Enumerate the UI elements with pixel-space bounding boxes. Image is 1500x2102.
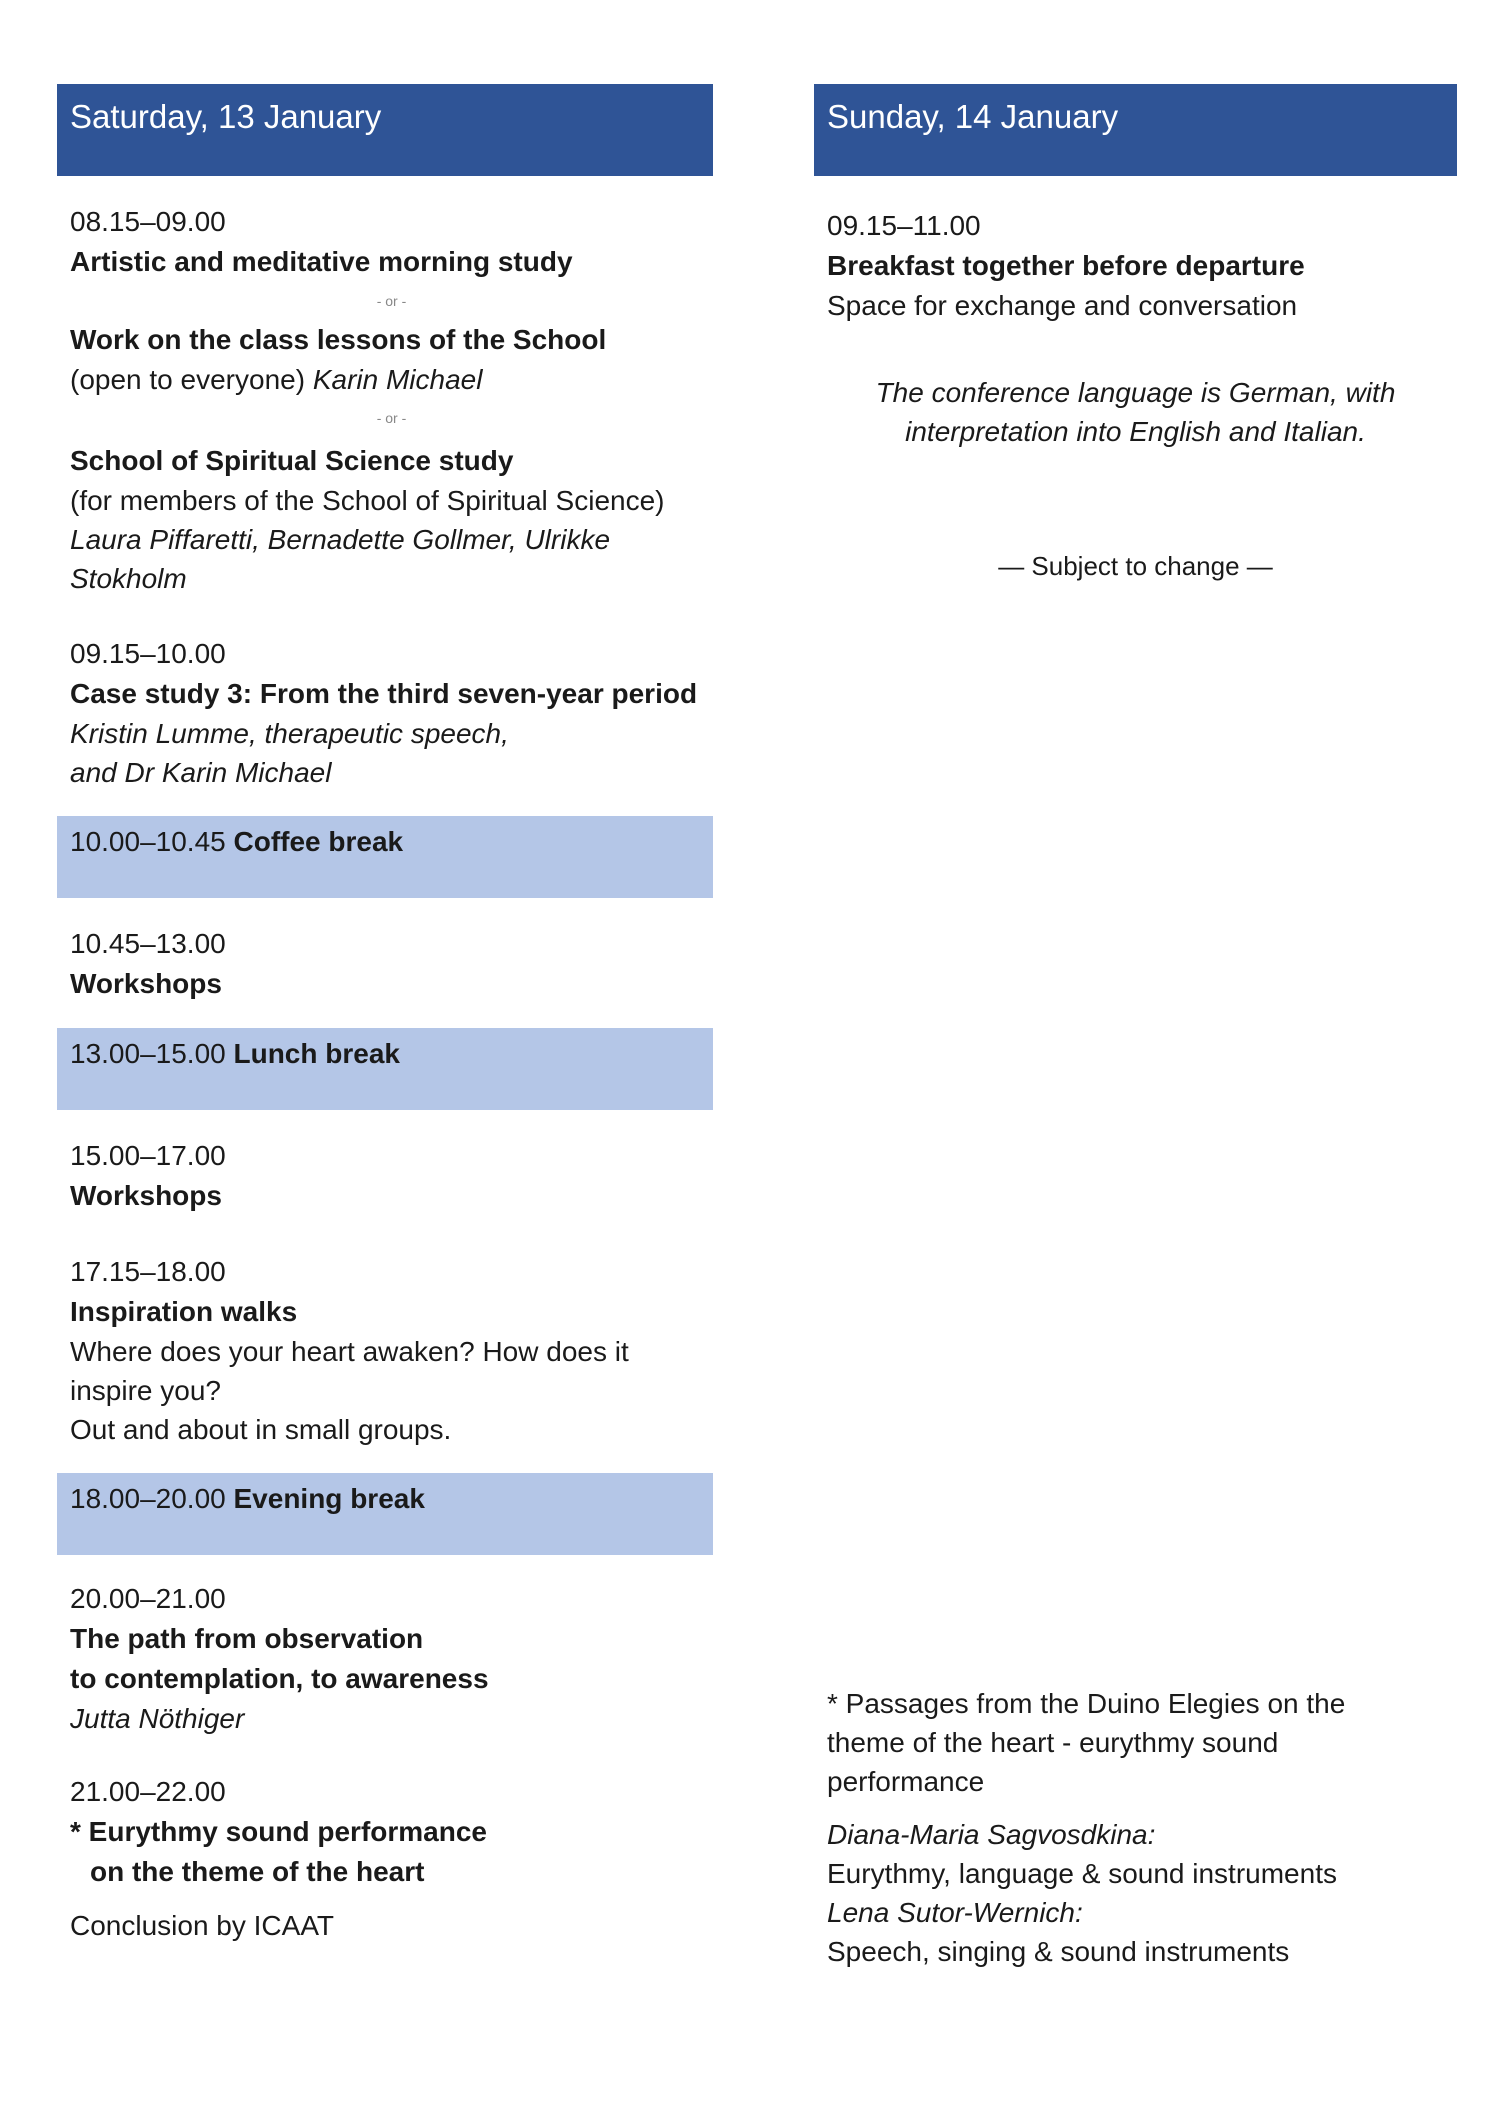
language-line: The conference language is German, with (875, 377, 1396, 408)
language-line: interpretation into English and Italian. (905, 416, 1366, 447)
performer-role: Eurythmy, language & sound instruments (827, 1858, 1337, 1889)
saturday-column (57, 84, 713, 1945)
session-time: 10.45–13.00 (70, 928, 226, 959)
lunch-break (57, 1028, 713, 1110)
session-desc: Out and about in small groups. (70, 1414, 452, 1445)
session-title: * Eurythmy sound performance (70, 1816, 487, 1847)
break-time: 10.00–10.45 (70, 826, 226, 857)
footnote (814, 1684, 1470, 1971)
session-time: 08.15–09.00 (70, 206, 226, 237)
saturday-header: Saturday, 13 January (57, 84, 713, 176)
break-label: Lunch break (233, 1038, 400, 1069)
session-person: Jutta Nöthiger (70, 1703, 245, 1734)
break-label: Evening break (233, 1483, 425, 1514)
footnote-line: theme of the heart - eurythmy sound (827, 1727, 1279, 1758)
evening-break (57, 1473, 713, 1555)
session-time: 09.15–10.00 (70, 638, 226, 669)
session-note-text: (open to everyone) (70, 364, 306, 395)
or-separator: - or - (376, 410, 407, 426)
sunday-column (814, 84, 1457, 1967)
session-desc: inspire you? (70, 1375, 221, 1406)
or-separator: - or - (376, 293, 407, 309)
case-study-session (57, 634, 713, 792)
session-people: Stokholm (70, 563, 187, 594)
session-person: Karin Michael (312, 364, 483, 395)
session-desc: Space for exchange and conversation (827, 290, 1298, 321)
break-time: 13.00–15.00 (70, 1038, 226, 1069)
session-title: The path from observation (70, 1623, 424, 1654)
morning-session (57, 202, 713, 598)
footnote-line: performance (827, 1766, 985, 1797)
session-title: Breakfast together before departure (827, 250, 1305, 281)
language-note (814, 373, 1457, 451)
session-people: Laura Piffaretti, Bernadette Gollmer, Ulrikke (70, 524, 611, 555)
session-people: and Dr Karin Michael (70, 757, 332, 788)
performer-role: Speech, singing & sound instruments (827, 1936, 1290, 1967)
subject-to-change: — Subject to change — (998, 551, 1273, 581)
coffee-break (57, 816, 713, 898)
break-label: Coffee break (233, 826, 404, 857)
performer-name: Lena Sutor-Wernich: (827, 1897, 1083, 1928)
session-time: 17.15–18.00 (70, 1256, 226, 1287)
session-title: Case study 3: From the third seven-year period (70, 678, 698, 709)
workshops-session (57, 1136, 713, 1216)
conclusion-text: Conclusion by ICAAT (70, 1910, 335, 1941)
session-title: Workshops (70, 968, 222, 999)
break-time: 18.00–20.00 (70, 1483, 226, 1514)
path-session (57, 1579, 713, 1738)
session-people: Kristin Lumme, therapeutic speech, (70, 718, 509, 749)
breakfast-session (814, 206, 1457, 325)
session-time: 20.00–21.00 (70, 1583, 226, 1614)
eurythmy-session (57, 1772, 713, 1945)
session-title: Workshops (70, 1180, 222, 1211)
performer-name: Diana-Maria Sagvosdkina: (827, 1819, 1156, 1850)
session-title: Artistic and meditative morning study (70, 246, 573, 277)
sunday-header: Sunday, 14 January (814, 84, 1457, 176)
session-title: on the theme of the heart (90, 1856, 425, 1887)
footnote-line: * Passages from the Duino Elegies on the (827, 1688, 1346, 1719)
session-time: 15.00–17.00 (70, 1140, 226, 1171)
session-time: 09.15–11.00 (827, 210, 981, 241)
session-note (70, 360, 713, 399)
session-time: 21.00–22.00 (70, 1776, 226, 1807)
workshops-session (57, 924, 713, 1004)
session-title: Inspiration walks (70, 1296, 298, 1327)
session-title: to contemplation, to awareness (70, 1663, 489, 1694)
session-desc: Where does your heart awaken? How does it (70, 1336, 629, 1367)
session-title: School of Spiritual Science study (70, 445, 514, 476)
session-note: (for members of the School of Spiritual Science) (70, 485, 665, 516)
inspiration-session (57, 1252, 713, 1449)
session-title: Work on the class lessons of the School (70, 324, 607, 355)
